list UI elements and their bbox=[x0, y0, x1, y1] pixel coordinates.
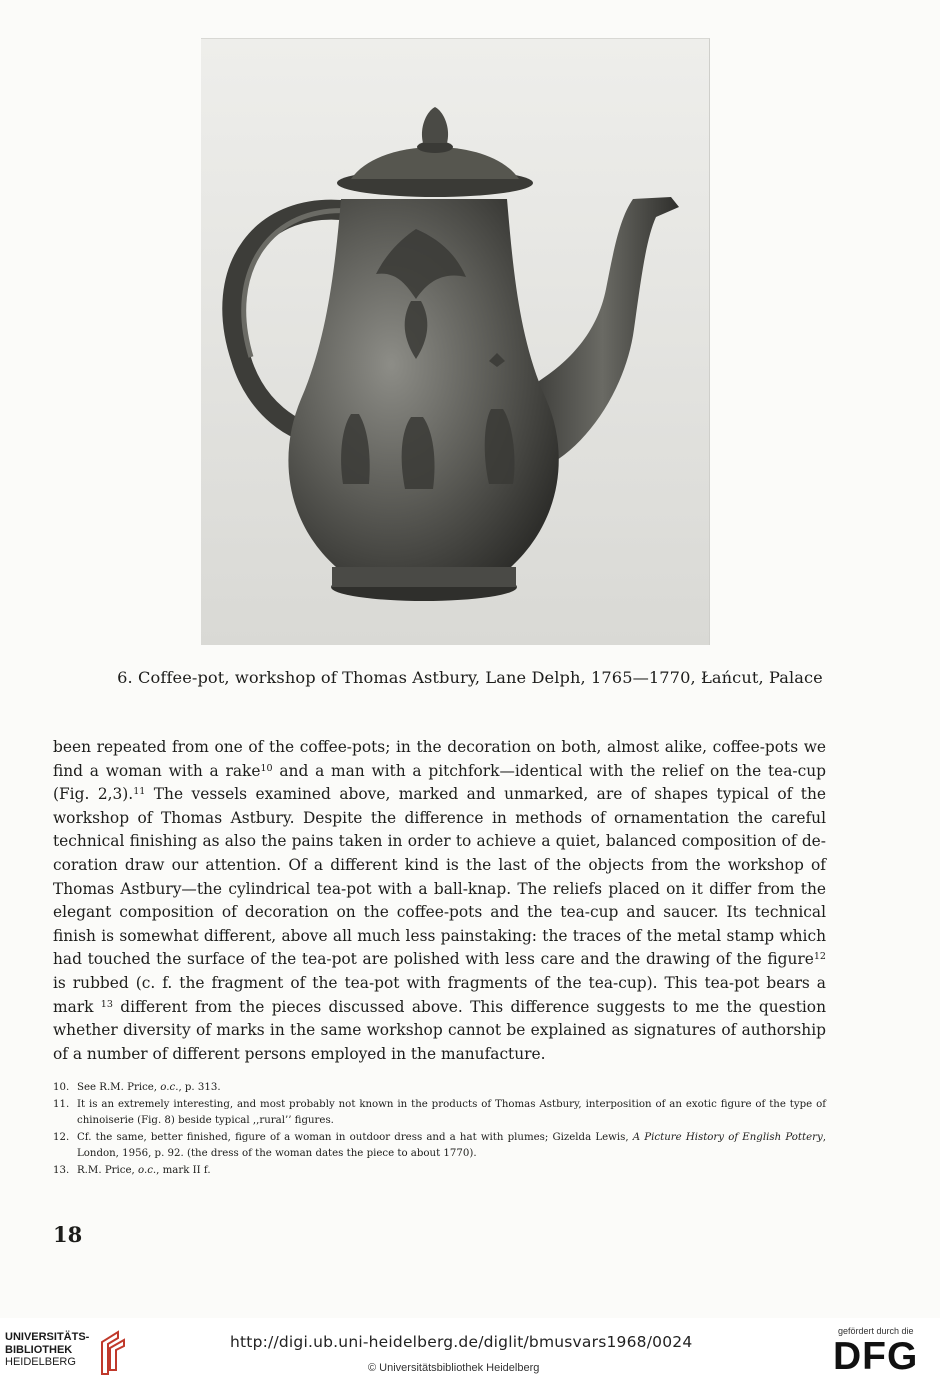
figure-photograph bbox=[201, 38, 710, 645]
footnote-text-part: , mark II f. bbox=[156, 1164, 211, 1176]
figure-caption: 6. Coffee-pot, workshop of Thomas Astbury, Lane Delph, 1765—1770, Łańcut, Palace bbox=[117, 668, 823, 687]
footnote-text-part: , London, 1956, p. 92. (the dress of the woman dates the piece to about 1770). bbox=[77, 1131, 826, 1159]
footnote bbox=[53, 1130, 826, 1163]
footnote-number: 10. bbox=[53, 1082, 70, 1093]
footnote-number: 13. bbox=[53, 1164, 70, 1176]
body-text-segment: The vessels examined above, marked and unmarked, are of shapes typical of the workshop of Thomas Astbury. Despite the difference in methods of ornamentation the careful technical finishing as also the pains taken in order to achieve a quiet, balanced composition of de-coration draw our attention. Of a different kind is the last of the objects from the workshop of Thomas Astbury—the cylindrical tea-pot with a ball-knap. The reliefs placed on it differ from the elegant composition of decoration on the coffee-pots and the tea-cup and saucer. Its technical finish is somewhat different, above all much less painstaking: the traces of the metal stamp which had touched the surface of the tea-pot are polished with less care and the drawing of the figure bbox=[53, 785, 826, 969]
body-paragraph bbox=[53, 736, 826, 1066]
footnote-text-italic: A Picture History of English Pottery bbox=[632, 1131, 823, 1143]
document-url-link[interactable]: http://digi.ub.uni-heidelberg.de/diglit/bmusvars1968/0024 bbox=[230, 1333, 693, 1351]
footnote-text-part: R.M. Price, bbox=[77, 1164, 139, 1176]
footnote-text-italic: o.c. bbox=[138, 1164, 157, 1176]
page-number: 18 bbox=[53, 1222, 83, 1247]
footnotes bbox=[53, 1080, 826, 1179]
library-name-line: BIBLIOTHEK bbox=[5, 1343, 73, 1356]
footnote-text bbox=[77, 1163, 826, 1180]
library-logo-text bbox=[5, 1331, 89, 1369]
footnote-text-part: It is an extremely interesting, and most probably not known in the products of Thomas Astbury, interposition of an exotic figure of the type of chinoiserie (Fig. 8) beside typical ,,rural’’ figures. bbox=[77, 1098, 826, 1126]
body-text-segment: and a man with a pitchfork—identical with the relief on the tea-cup (Fig. 2,3). bbox=[53, 761, 826, 804]
footnote-ref: 12 bbox=[813, 951, 826, 963]
footnote-number: 12. bbox=[53, 1131, 70, 1143]
footnote bbox=[53, 1080, 826, 1097]
footnote-ref: 13 bbox=[100, 998, 113, 1010]
footnote-text bbox=[77, 1080, 826, 1097]
footnote-text-part: Cf. the same, better finished, figure of a woman in outdoor dress and a hat with plumes; Gizelda Lewis, bbox=[77, 1131, 633, 1143]
footnote-text-italic: o.c. bbox=[160, 1082, 179, 1093]
digitization-footer bbox=[0, 1318, 940, 1386]
library-name-line: UNIVERSITÄTS- bbox=[5, 1331, 90, 1343]
body-text-segment: been repeated from one of the coffee-pots; in the decoration on both, almost alike, coffee-pots we find a woman with a rake bbox=[53, 738, 826, 780]
footnote-number: 11. bbox=[53, 1098, 70, 1110]
sponsor-note: gefördert durch die bbox=[838, 1326, 914, 1336]
dfg-logo: DFG bbox=[833, 1335, 919, 1378]
library-logo-icon bbox=[96, 1324, 130, 1376]
footnote bbox=[53, 1163, 826, 1180]
coffee-pot-illustration bbox=[201, 39, 709, 645]
body-text-segment: different from the pieces discussed above. This difference suggests to me the question whether diversity of marks in the same workshop cannot be explained as signatures of authorship of a number of different persons employed in the manufacture. bbox=[53, 997, 826, 1063]
footnote-ref: 11 bbox=[133, 785, 146, 797]
footnote-ref: 10 bbox=[260, 762, 273, 774]
footnote-text bbox=[77, 1130, 826, 1163]
footnote-text bbox=[77, 1097, 826, 1130]
footnote-text-part: , p. 313. bbox=[178, 1082, 221, 1093]
copyright-notice: © Universitätsbibliothek Heidelberg bbox=[368, 1362, 540, 1374]
body-text-segment: is rubbed (c. f. the fragment of the tea-pot with fragments of the tea-cup). This tea-pot bears a mark bbox=[53, 973, 826, 1016]
footnote-text-part: See R.M. Price, bbox=[77, 1082, 161, 1093]
library-name-line: HEIDELBERG bbox=[5, 1356, 76, 1368]
footnote bbox=[53, 1097, 826, 1130]
